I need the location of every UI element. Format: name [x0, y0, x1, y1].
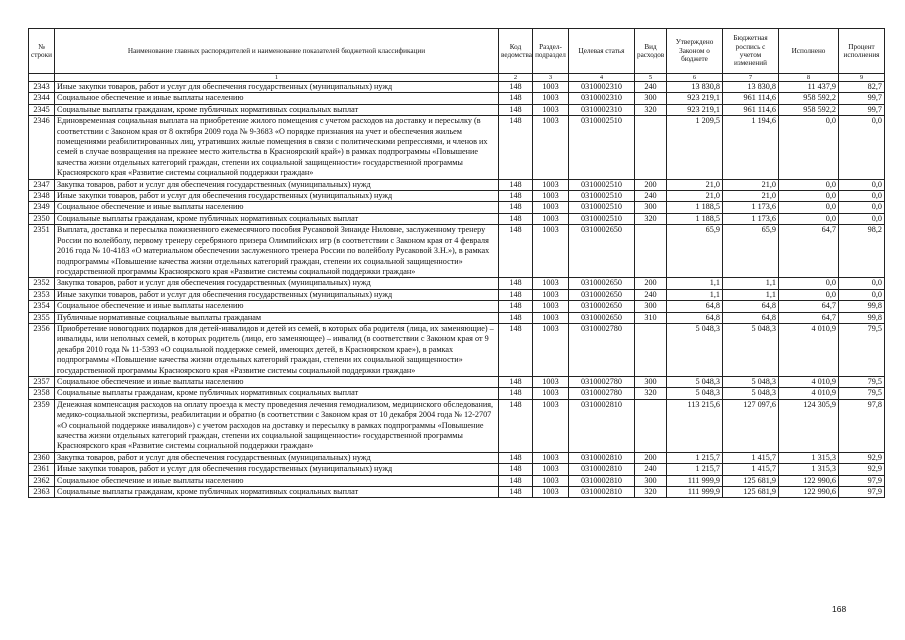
row-csr: 0310002650 [569, 289, 635, 300]
row-number: 2351 [29, 225, 55, 278]
header-row-no: № строки [29, 29, 55, 74]
row-approved: 5 048,3 [667, 376, 723, 387]
header-num: 3 [533, 74, 569, 82]
row-name: Социальные выплаты гражданам, кроме публичных нормативных социальных выплат [55, 104, 499, 115]
row-razdel: 1003 [533, 82, 569, 93]
row-pct: 0,0 [839, 202, 885, 213]
row-csr: 0310002510 [569, 213, 635, 224]
row-razdel: 1003 [533, 278, 569, 289]
table-row [29, 93, 885, 104]
row-list: 64,8 [723, 301, 779, 312]
row-approved: 111 999,9 [667, 475, 723, 486]
row-razdel: 1003 [533, 202, 569, 213]
row-vr: 320 [635, 388, 667, 399]
row-razdel: 1003 [533, 191, 569, 202]
row-ved: 148 [499, 116, 533, 179]
row-list: 125 681,9 [723, 475, 779, 486]
row-razdel: 1003 [533, 312, 569, 323]
row-list: 1,1 [723, 289, 779, 300]
row-list: 5 048,3 [723, 323, 779, 376]
row-pct: 99,8 [839, 312, 885, 323]
row-csr: 0310002810 [569, 452, 635, 463]
row-name: Закупка товаров, работ и услуг для обеспечения государственных (муниципальных) нужд [55, 278, 499, 289]
row-pct: 0,0 [839, 289, 885, 300]
table-row [29, 104, 885, 115]
table-row [29, 388, 885, 399]
row-vr [635, 225, 667, 278]
page-number: 168 [832, 604, 847, 614]
row-list: 1 194,6 [723, 116, 779, 179]
row-number: 2358 [29, 388, 55, 399]
row-ved: 148 [499, 475, 533, 486]
row-vr: 320 [635, 487, 667, 498]
header-razdel: Раздел-подраздел [533, 29, 569, 74]
table-row [29, 323, 885, 376]
row-exec: 0,0 [779, 191, 839, 202]
header-approved: Утверждено Законом о бюджете [667, 29, 723, 74]
row-number: 2353 [29, 289, 55, 300]
row-number: 2360 [29, 452, 55, 463]
row-csr: 0310002650 [569, 278, 635, 289]
row-list: 1,1 [723, 278, 779, 289]
row-ved: 148 [499, 225, 533, 278]
header-num: 1 [55, 74, 499, 82]
row-ved: 148 [499, 191, 533, 202]
table-row [29, 452, 885, 463]
row-ved: 148 [499, 104, 533, 115]
row-vr: 320 [635, 213, 667, 224]
row-razdel: 1003 [533, 487, 569, 498]
header-num: 4 [569, 74, 635, 82]
row-razdel: 1003 [533, 399, 569, 452]
row-ved: 148 [499, 323, 533, 376]
row-approved: 1 188,5 [667, 213, 723, 224]
row-name: Единовременная социальная выплата на приобретение жилого помещения с учетом расходов на доставку и пересылку (в соответствии с Законом края от 8 октября 2009 года № 9-3683 «О порядке признания на учет и обеспечения жильем помещениями реабилитированных лиц, утративших жилые помещения в связи с политическими репрессиями, и членов их семей в случае возвращения на прежнее место жительства в Красноярский край») в рамках подпрограммы «Повышение качества жизни отдельных категорий граждан, степени их социальной защищенности» государственной программы Красноярского края «Развитие системы социальной поддержки граждан» [55, 116, 499, 179]
row-csr: 0310002510 [569, 116, 635, 179]
row-name: Социальные выплаты гражданам, кроме публичных нормативных социальных выплат [55, 213, 499, 224]
row-name: Социальное обеспечение и иные выплаты населению [55, 475, 499, 486]
row-approved: 111 999,9 [667, 487, 723, 498]
row-approved: 1 209,5 [667, 116, 723, 179]
header-pct: Процент исполнения [839, 29, 885, 74]
row-ved: 148 [499, 388, 533, 399]
row-number: 2357 [29, 376, 55, 387]
row-pct: 79,5 [839, 388, 885, 399]
row-pct: 99,8 [839, 301, 885, 312]
row-number: 2345 [29, 104, 55, 115]
row-exec: 1 315,3 [779, 452, 839, 463]
row-vr: 300 [635, 301, 667, 312]
row-exec: 4 010,9 [779, 388, 839, 399]
header-num: 5 [635, 74, 667, 82]
row-approved: 65,9 [667, 225, 723, 278]
row-vr: 240 [635, 82, 667, 93]
row-csr: 0310002810 [569, 399, 635, 452]
row-pct: 97,9 [839, 487, 885, 498]
row-ved: 148 [499, 312, 533, 323]
row-pct: 92,9 [839, 464, 885, 475]
row-vr: 300 [635, 376, 667, 387]
row-vr: 240 [635, 191, 667, 202]
row-pct: 79,5 [839, 376, 885, 387]
row-list: 21,0 [723, 191, 779, 202]
row-exec: 11 437,9 [779, 82, 839, 93]
row-ved: 148 [499, 202, 533, 213]
table-row [29, 289, 885, 300]
header-num: 9 [839, 74, 885, 82]
header-number-row [29, 74, 885, 82]
row-pct: 0,0 [839, 191, 885, 202]
row-vr: 200 [635, 278, 667, 289]
row-name: Социальные выплаты гражданам, кроме публичных нормативных социальных выплат [55, 487, 499, 498]
row-ved: 148 [499, 93, 533, 104]
row-approved: 1 215,7 [667, 464, 723, 475]
table-row [29, 399, 885, 452]
row-number: 2356 [29, 323, 55, 376]
table-row [29, 179, 885, 190]
table-row [29, 464, 885, 475]
row-approved: 1 215,7 [667, 452, 723, 463]
header-num: 2 [499, 74, 533, 82]
row-approved: 64,8 [667, 301, 723, 312]
row-razdel: 1003 [533, 179, 569, 190]
row-razdel: 1003 [533, 225, 569, 278]
row-ved: 148 [499, 376, 533, 387]
header-vr: Вид расходов [635, 29, 667, 74]
table-header [29, 29, 885, 82]
row-exec: 958 592,2 [779, 93, 839, 104]
row-csr: 0310002510 [569, 202, 635, 213]
row-list: 127 097,6 [723, 399, 779, 452]
table-row [29, 376, 885, 387]
row-csr: 0310002310 [569, 93, 635, 104]
row-exec: 0,0 [779, 289, 839, 300]
row-exec: 64,7 [779, 301, 839, 312]
row-ved: 148 [499, 278, 533, 289]
row-number: 2359 [29, 399, 55, 452]
row-razdel: 1003 [533, 475, 569, 486]
row-pct: 97,8 [839, 399, 885, 452]
row-exec: 64,7 [779, 312, 839, 323]
header-name: Наименование главных распорядителей и наименование показателей бюджетной классификации [55, 29, 499, 74]
row-approved: 64,8 [667, 312, 723, 323]
row-pct: 99,7 [839, 93, 885, 104]
row-pct: 99,7 [839, 104, 885, 115]
row-exec: 4 010,9 [779, 323, 839, 376]
row-vr: 240 [635, 289, 667, 300]
row-razdel: 1003 [533, 213, 569, 224]
row-list: 1 173,6 [723, 213, 779, 224]
table-row [29, 191, 885, 202]
table-row [29, 278, 885, 289]
row-razdel: 1003 [533, 388, 569, 399]
row-pct: 97,9 [839, 475, 885, 486]
row-vr: 320 [635, 104, 667, 115]
row-csr: 0310002650 [569, 301, 635, 312]
row-approved: 21,0 [667, 179, 723, 190]
row-ved: 148 [499, 301, 533, 312]
row-vr: 200 [635, 179, 667, 190]
row-name: Приобретение новогодних подарков для детей-инвалидов и детей из семей, в которых оба родителя (лица, их заменяющие) – инвалиды, или неполных семей, в которых родитель (лицо, его заменяющее) – инвалид (в соответствии с Законом края от 9 декабря 2010 года № 11-5393 «О социальной поддержке семей, имеющих детей, в Красноярском крае»), в рамках подпрограммы «Повышение качества жизни отдельных категорий граждан, степени их социальной защищенности» государственной программы Красноярского края «Развитие системы социальной поддержки граждан» [55, 323, 499, 376]
row-vr: 240 [635, 464, 667, 475]
row-approved: 21,0 [667, 191, 723, 202]
row-ved: 148 [499, 289, 533, 300]
row-number: 2344 [29, 93, 55, 104]
row-approved: 13 830,8 [667, 82, 723, 93]
row-razdel: 1003 [533, 464, 569, 475]
row-ved: 148 [499, 179, 533, 190]
row-razdel: 1003 [533, 116, 569, 179]
row-csr: 0310002510 [569, 191, 635, 202]
table-row [29, 202, 885, 213]
row-list: 961 114,6 [723, 104, 779, 115]
row-ved: 148 [499, 452, 533, 463]
header-num: 8 [779, 74, 839, 82]
row-pct: 0,0 [839, 213, 885, 224]
row-exec: 0,0 [779, 116, 839, 179]
row-list: 5 048,3 [723, 376, 779, 387]
row-list: 1 173,6 [723, 202, 779, 213]
row-vr: 310 [635, 312, 667, 323]
row-razdel: 1003 [533, 289, 569, 300]
row-csr: 0310002650 [569, 312, 635, 323]
row-razdel: 1003 [533, 301, 569, 312]
row-csr: 0310002810 [569, 487, 635, 498]
row-name: Закупка товаров, работ и услуг для обеспечения государственных (муниципальных) нужд [55, 452, 499, 463]
row-ved: 148 [499, 82, 533, 93]
row-list: 65,9 [723, 225, 779, 278]
row-list: 961 114,6 [723, 93, 779, 104]
row-list: 5 048,3 [723, 388, 779, 399]
row-name: Социальное обеспечение и иные выплаты населению [55, 93, 499, 104]
row-exec: 4 010,9 [779, 376, 839, 387]
row-approved: 923 219,1 [667, 93, 723, 104]
row-vr: 300 [635, 202, 667, 213]
budget-table [28, 28, 885, 498]
row-razdel: 1003 [533, 93, 569, 104]
row-approved: 5 048,3 [667, 323, 723, 376]
row-pct: 79,5 [839, 323, 885, 376]
row-name: Закупка товаров, работ и услуг для обеспечения государственных (муниципальных) нужд [55, 179, 499, 190]
row-name: Иные закупки товаров, работ и услуг для обеспечения государственных (муниципальных) нужд [55, 82, 499, 93]
table-row [29, 82, 885, 93]
row-csr: 0310002310 [569, 82, 635, 93]
row-number: 2350 [29, 213, 55, 224]
row-name: Социальное обеспечение и иные выплаты населению [55, 202, 499, 213]
row-exec: 0,0 [779, 179, 839, 190]
table-row [29, 225, 885, 278]
row-pct: 98,2 [839, 225, 885, 278]
row-vr [635, 116, 667, 179]
row-pct: 92,9 [839, 452, 885, 463]
row-number: 2361 [29, 464, 55, 475]
row-list: 13 830,8 [723, 82, 779, 93]
row-list: 64,8 [723, 312, 779, 323]
row-number: 2354 [29, 301, 55, 312]
row-csr: 0310002510 [569, 179, 635, 190]
header-num [29, 74, 55, 82]
row-approved: 113 215,6 [667, 399, 723, 452]
row-ved: 148 [499, 487, 533, 498]
row-exec: 122 990,6 [779, 487, 839, 498]
row-csr: 0310002780 [569, 388, 635, 399]
row-name: Публичные нормативные социальные выплаты гражданам [55, 312, 499, 323]
row-ved: 148 [499, 213, 533, 224]
row-exec: 124 305,9 [779, 399, 839, 452]
row-name: Денежная компенсация расходов на оплату проезда к месту проведения лечения гемодиализом, медицинского обследования, медико-социальной экспертизы, реабилитации и обратно (в соответствии с Законом края от 10 декабря 2004 года № 12-2707 «О социальной поддержке инвалидов») с учетом расходов на доставку и пересылку в рамках подпрограммы «Повышение качества жизни отдельных категорий граждан, степени их социальной защищенности» государственной программы Красноярского края «Развитие системы социальной поддержки граждан» [55, 399, 499, 452]
row-approved: 1,1 [667, 278, 723, 289]
row-csr: 0310002650 [569, 225, 635, 278]
row-exec: 0,0 [779, 213, 839, 224]
row-list: 1 415,7 [723, 464, 779, 475]
row-approved: 5 048,3 [667, 388, 723, 399]
row-approved: 1,1 [667, 289, 723, 300]
header-csr: Целевая статья [569, 29, 635, 74]
row-ved: 148 [499, 399, 533, 452]
table-body [29, 82, 885, 498]
row-name: Выплата, доставка и пересылка пожизненного ежемесячного пособия Русаковой Зинаиде Ниловне, заслуженному тренеру России по волейболу, первому тренеру серебряного призера Олимпийских игр (в соответствии с Законом края от 4 февраля 2016 года № 10-4183 «О материальном обеспечении заслуженного тренера России по волейболу Русаковой З.Н.»), в рамках подпрограммы «Повышение качества жизни отдельных категорий граждан, степени их социальной защищенности» государственной программы Красноярского края «Развитие системы социальной поддержки граждан» [55, 225, 499, 278]
row-approved: 923 219,1 [667, 104, 723, 115]
row-number: 2352 [29, 278, 55, 289]
table-row [29, 487, 885, 498]
row-razdel: 1003 [533, 376, 569, 387]
row-number: 2347 [29, 179, 55, 190]
row-vr [635, 399, 667, 452]
row-exec: 1 315,3 [779, 464, 839, 475]
table-row [29, 213, 885, 224]
row-razdel: 1003 [533, 323, 569, 376]
row-pct: 82,7 [839, 82, 885, 93]
row-name: Иные закупки товаров, работ и услуг для обеспечения государственных (муниципальных) нужд [55, 191, 499, 202]
row-pct: 0,0 [839, 179, 885, 190]
row-csr: 0310002810 [569, 475, 635, 486]
header-num: 6 [667, 74, 723, 82]
table-row [29, 475, 885, 486]
row-vr: 200 [635, 452, 667, 463]
row-number: 2343 [29, 82, 55, 93]
row-name: Социальное обеспечение и иные выплаты населению [55, 301, 499, 312]
row-csr: 0310002780 [569, 323, 635, 376]
row-list: 125 681,9 [723, 487, 779, 498]
row-exec: 0,0 [779, 278, 839, 289]
row-razdel: 1003 [533, 104, 569, 115]
row-pct: 0,0 [839, 278, 885, 289]
row-razdel: 1003 [533, 452, 569, 463]
row-exec: 0,0 [779, 202, 839, 213]
row-number: 2355 [29, 312, 55, 323]
row-number: 2362 [29, 475, 55, 486]
row-vr [635, 323, 667, 376]
table-row [29, 312, 885, 323]
row-csr: 0310002310 [569, 104, 635, 115]
header-exec: Исполнено [779, 29, 839, 74]
row-number: 2363 [29, 487, 55, 498]
row-approved: 1 188,5 [667, 202, 723, 213]
row-vr: 300 [635, 93, 667, 104]
row-exec: 122 990,6 [779, 475, 839, 486]
header-list: Бюджетная роспись с учетом изменений [723, 29, 779, 74]
budget-report-sheet [28, 28, 884, 498]
row-number: 2348 [29, 191, 55, 202]
row-exec: 958 592,2 [779, 104, 839, 115]
row-name: Иные закупки товаров, работ и услуг для обеспечения государственных (муниципальных) нужд [55, 289, 499, 300]
table-row [29, 116, 885, 179]
header-num: 7 [723, 74, 779, 82]
header-ved: Код ведомства [499, 29, 533, 74]
row-name: Социальное обеспечение и иные выплаты населению [55, 376, 499, 387]
row-csr: 0310002810 [569, 464, 635, 475]
row-ved: 148 [499, 464, 533, 475]
row-list: 1 415,7 [723, 452, 779, 463]
row-csr: 0310002780 [569, 376, 635, 387]
row-exec: 64,7 [779, 225, 839, 278]
row-name: Социальные выплаты гражданам, кроме публичных нормативных социальных выплат [55, 388, 499, 399]
row-vr: 300 [635, 475, 667, 486]
row-number: 2346 [29, 116, 55, 179]
row-pct: 0,0 [839, 116, 885, 179]
row-number: 2349 [29, 202, 55, 213]
row-list: 21,0 [723, 179, 779, 190]
row-name: Иные закупки товаров, работ и услуг для обеспечения государственных (муниципальных) нужд [55, 464, 499, 475]
table-row [29, 301, 885, 312]
